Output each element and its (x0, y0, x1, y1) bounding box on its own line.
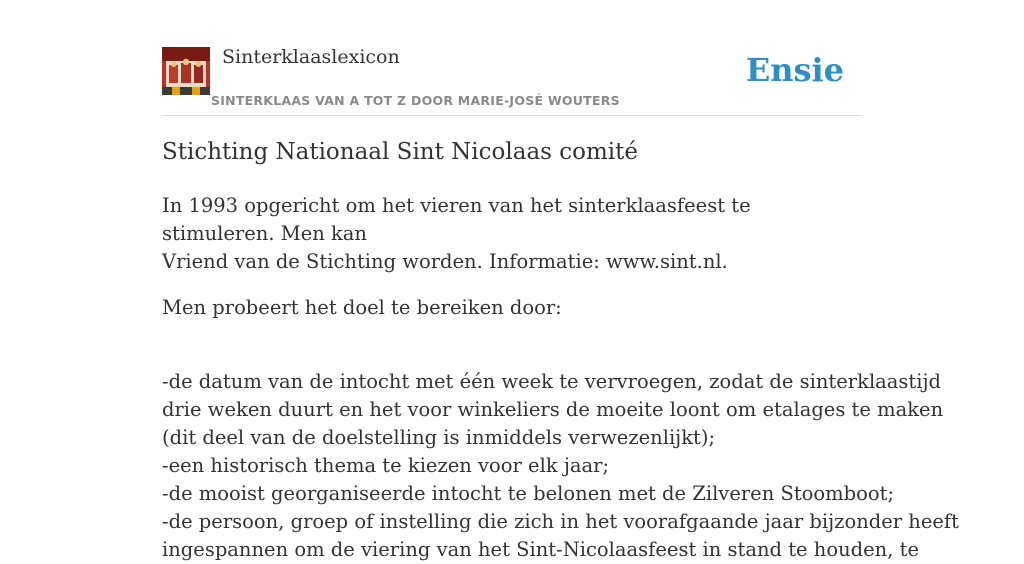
header-divider (162, 115, 862, 116)
site-name-link[interactable]: Sinterklaaslexicon (222, 46, 400, 68)
list-line: -een historisch thema te kiezen voor elk jaar; (162, 454, 610, 477)
list-line: -de persoon, groep of instelling die zich in het voorafgaande jaar bijzonder heeft (162, 510, 959, 533)
article-body (162, 192, 959, 564)
intro-line: In 1993 opgericht om het vieren van het sinterklaasfeest te stimuleren. Men kan (162, 194, 751, 245)
blank-line (162, 340, 862, 368)
goal-list (162, 368, 959, 564)
list-line: drie weken duurt en het voor winkeliers de moeite loont om etalages te maken (162, 398, 944, 421)
list-line: (dit deel van de doelstelling is inmiddels verwezenlijkt); (162, 426, 716, 449)
list-line: ingespannen om de viering van het Sint-Nicolaasfeest in stand te houden, te (162, 538, 919, 561)
page-title: Stichting Nationaal Sint Nicolaas comité (162, 139, 639, 165)
intro-line: Vriend van de Stichting worden. Informatie: www.sint.nl. (162, 250, 728, 273)
list-line: -de datum van de intocht met één week te vervroegen, zodat de sinterklaastijd (162, 370, 942, 393)
site-subtitle: SINTERKLAAS VAN A TOT Z DOOR MARIE-JOSÉ WOUTERS (211, 93, 620, 108)
intro-paragraph (162, 192, 862, 276)
list-line: -de mooist georganiseerde intocht te belonen met de Zilveren Stoomboot; (162, 482, 895, 505)
goal-intro: Men probeert het doel te bereiken door: (162, 296, 562, 319)
avatar-image (162, 47, 210, 95)
avatar[interactable] (162, 47, 210, 95)
brand-logo-link[interactable]: Ensie (745, 51, 844, 89)
